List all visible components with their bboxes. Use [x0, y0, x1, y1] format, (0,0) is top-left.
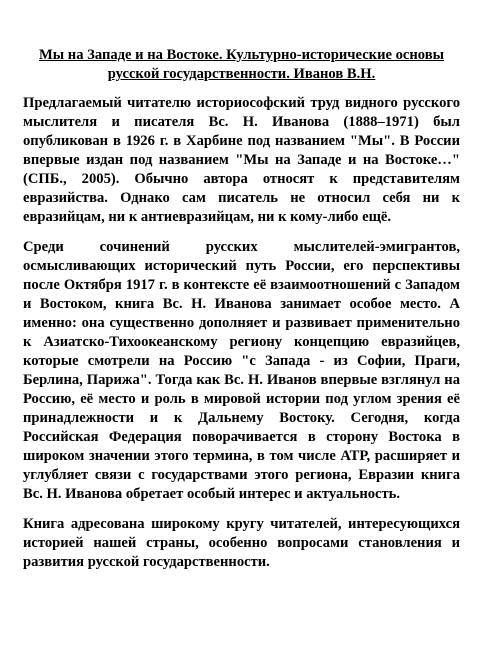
- document-page: [23, 46, 460, 583]
- paragraph-context: Среди сочинений русских мыслителей-эмигрантов, осмысливающих исторический путь России, его перспективы после Октября 1917 г. в контексте её взаимоотношений с Западом и Востоком, книга Вс. Н. Иванова занимает особое место. А именно: она существенно дополняет и развивает применительно к Азиатско-Тихоокеанскому региону концепцию евразийцев, которые смотрели на Россию "с Запада - из Софии, Праги, Берлина, Парижа". Тогда как Вс. Н. Иванов впервые взглянул на Россию, её место и роль в мировой истории под углом зрения её принадлежности и к Дальнему Востоку. Сегодня, когда Российская Федерация поворачивается в сторону Востока в широком значении этого термина, в том числе АТР, расширяет и углубляет связи с государствами этого региона, Евразии книга Вс. Н. Иванова обретает особый интерес и актуальность.: [23, 239, 460, 502]
- paragraph-audience: Книга адресована широкому кругу читателей, интересующихся историей нашей страны, особенно вопросами становления и развития русской государственности.: [23, 516, 460, 570]
- paragraph-intro: Предлагаемый читателю историософский труд видного русского мыслителя и писателя Вс. Н. Иванова (1888–1971) был опубликован в 1926 г. в Харбине под названием "Мы". В России впервые издан под названием "Мы на Западе и на Востоке…" (СПБ., 2005). Обычно автора относят к представителям евразийства. Однако сам писатель не относил себя ни к евразийцам, ни к антиевразийцам, ни к кому-либо ещё.: [23, 95, 460, 225]
- document-title: Мы на Западе и на Востоке. Культурно-исторические основы русской государственности. Иванов В.Н.: [38, 47, 445, 82]
